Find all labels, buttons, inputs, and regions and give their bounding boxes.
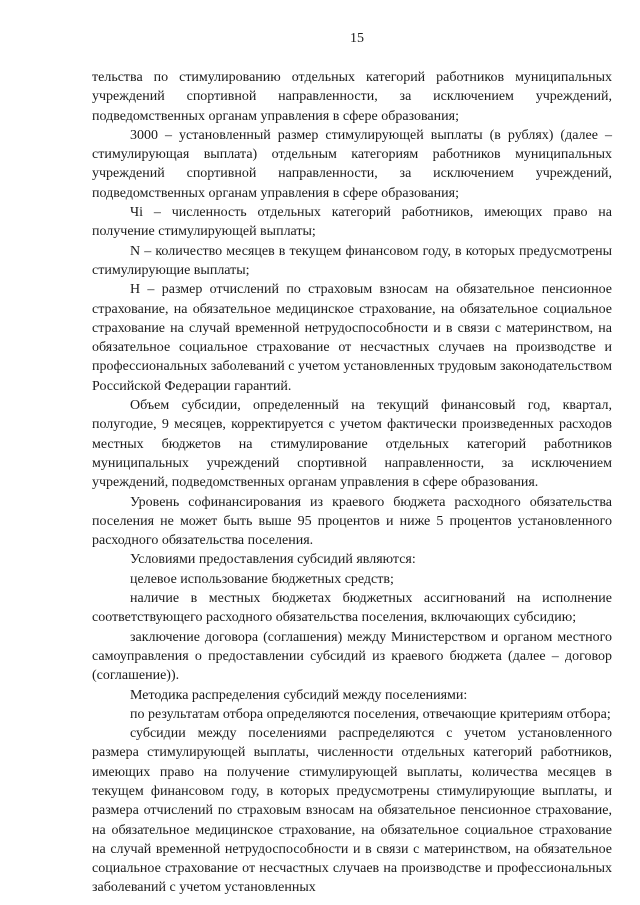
paragraph-continuation: тельства по стимулированию отдельных категорий работников муниципальных учреждений спортивной направленности, за исключением учреждений, подведомственных органам управления в сфере образования; <box>92 70 612 124</box>
paragraph-definition-3000: 3000 – установленный размер стимулирующей выплаты (в рублях) (далее – стимулирующая выплата) отдельным категориям работников муниципальных учреждений спортивной направленности, за исключением учреждений, подведомственных органам управления в сфере образования; <box>92 127 612 201</box>
paragraph-definition-h: Н – размер отчислений по страховым взносам на обязательное пенсионное страхование, на обязательное медицинское страхование, на обязательное социальное страхование на случай временной нетрудоспособности и в связи с материнством, на обязательное социальное страхование от несчастных случаев на производстве и профессиональных заболеваний с учетом установленных трудовым законодательством Российской Федерации гарантий. <box>92 282 612 394</box>
document-body <box>92 68 612 898</box>
paragraph-subsidy-volume: Объем субсидии, определенный на текущий финансовый год, квартал, полугодие, 9 месяцев, корректируется с учетом фактически произведенных расходов местных бюджетов на стимулирование отдельных категорий работников муниципальных учреждений спортивной направленности, за исключением учреждений, подведомственных органам управления в сфере образования. <box>92 398 612 491</box>
paragraph-conditions-heading: Условиями предоставления субсидий являются: <box>130 552 416 568</box>
paragraph-condition-3: заключение договора (соглашения) между Министерством и органом местного самоуправления о предоставлении субсидий из краевого бюджета (далее – договор (соглашение)). <box>92 629 612 684</box>
page-number: 15 <box>350 31 364 46</box>
paragraph-method-heading: Методика распределения субсидий между поселениями: <box>130 687 468 703</box>
paragraph-definition-chi: Чi – численность отдельных категорий работников, имеющих право на получение стимулирующей выплаты; <box>92 205 612 240</box>
paragraph-method-1: по результатам отбора определяются поселения, отвечающие критериям отбора; <box>130 706 611 722</box>
paragraph-condition-1: целевое использование бюджетных средств; <box>130 571 394 587</box>
paragraph-method-2: субсидии между поселениями распределяются с учетом установленного размера стимулирующей выплаты, численности отдельных категорий работников, имеющих право на получение стимулирующей выплаты, количества месяцев в текущем финансовом году, в которых предусмотрены стимулирующие выплаты, и размера отчислений по страховым взносам на обязательное пенсионное страхование, на обязательное медицинское страхование, на обязательное социальное страхование на случай временной нетрудоспособности и в связи с материнством, на обязательное социальное страхование от несчастных случаев на производстве и профессиональных заболеваний с учетом установленных <box>92 726 612 896</box>
paragraph-cofinancing-level: Уровень софинансирования из краевого бюджета расходного обязательства поселения не может быть выше 95 процентов и ниже 5 процентов установленного расходного обязательства поселения. <box>92 494 612 549</box>
paragraph-definition-n: N – количество месяцев в текущем финансовом году, в которых предусмотрены стимулирующие выплаты; <box>92 243 612 278</box>
paragraph-condition-2: наличие в местных бюджетах бюджетных ассигнований на исполнение соответствующего расходного обязательства поселения, включающих субсидию; <box>92 591 612 626</box>
